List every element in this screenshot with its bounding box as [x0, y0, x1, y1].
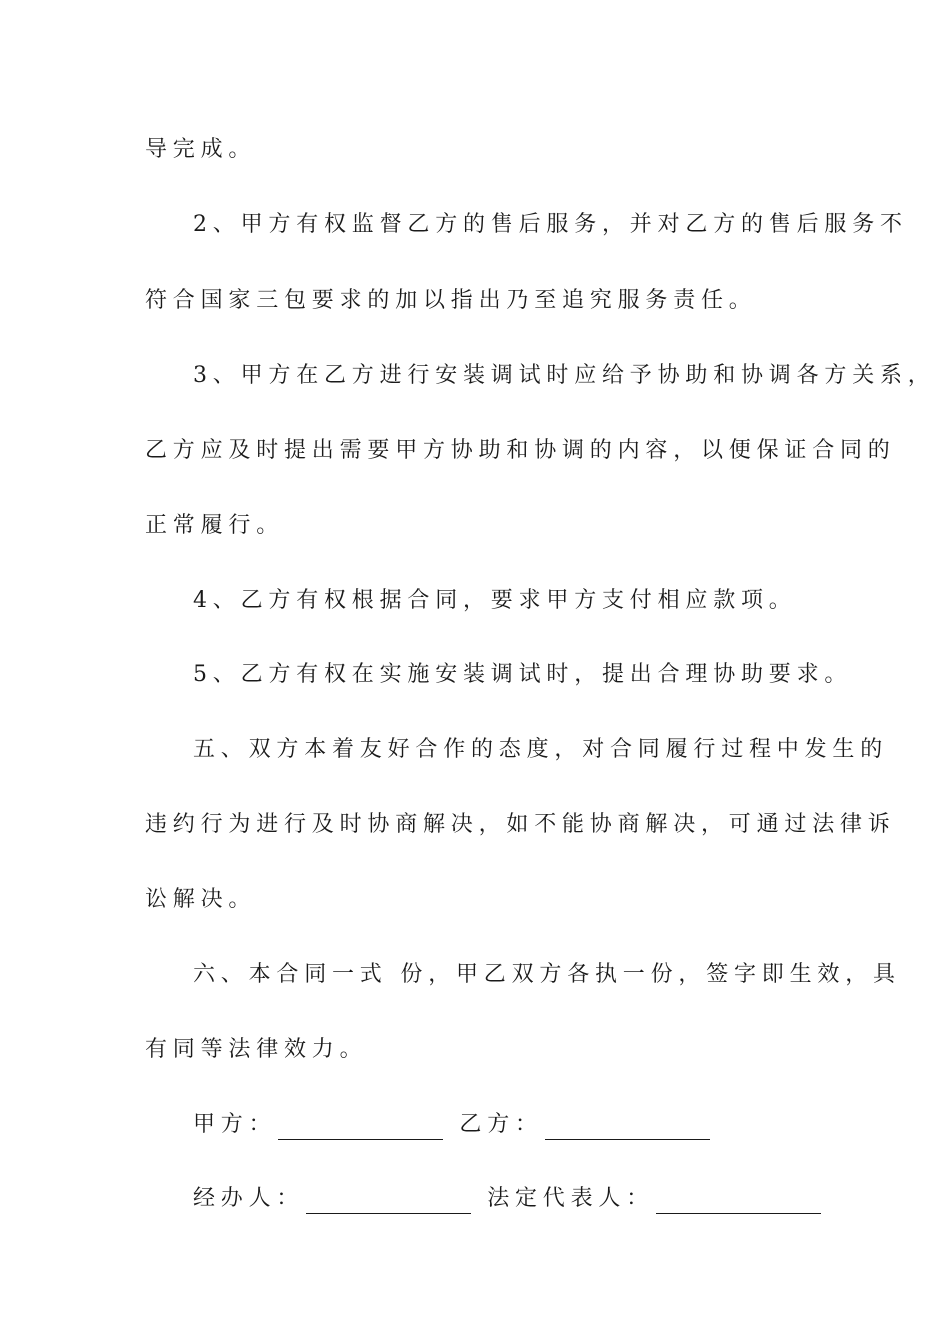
paragraph-line: 有同等法律效力。: [145, 1037, 368, 1062]
paragraph-line: 导完成。: [145, 137, 257, 162]
legal-rep-signature-blank: [656, 1191, 821, 1214]
paragraph-line: 3、甲方在乙方进行安装调试时应给予协助和协调各方关系，: [193, 363, 936, 388]
paragraph-line: 4、乙方有权根据合同，要求甲方支付相应款项。: [193, 588, 797, 613]
paragraph-line: 符合国家三包要求的加以指出乃至追究服务责任。: [145, 288, 757, 313]
paragraph-line: 2、甲方有权监督乙方的售后服务，并对乙方的售后服务不: [193, 212, 908, 237]
party-b-label: 乙方：: [459, 1112, 543, 1137]
paragraph-line: 讼解决。: [145, 887, 257, 912]
paragraph-line: 5、乙方有权在实施安装调试时，提出合理协助要求。: [193, 662, 853, 687]
legal-rep-label: 法定代表人：: [487, 1186, 655, 1211]
paragraph-line: 乙方应及时提出需要甲方协助和协调的内容，以便保证合同的: [145, 438, 896, 463]
party-b-signature-blank: [545, 1117, 710, 1140]
agent-label: 经办人：: [193, 1186, 305, 1211]
paragraph-line: 六、本合同一式 份，甲乙双方各执一份，签字即生效，具: [193, 962, 901, 987]
paragraph-line: 正常履行。: [145, 513, 285, 538]
agent-signature-blank: [306, 1191, 471, 1214]
party-a-signature-blank: [278, 1117, 443, 1140]
party-a-label: 甲方：: [193, 1112, 277, 1137]
paragraph-line: 五、双方本着友好合作的态度，对合同履行过程中发生的: [193, 737, 889, 762]
signature-row-parties: [193, 1110, 726, 1140]
paragraph-line: 违约行为进行及时协商解决，如不能协商解决，可通过法律诉: [145, 812, 896, 837]
signature-row-representatives: [193, 1184, 837, 1214]
